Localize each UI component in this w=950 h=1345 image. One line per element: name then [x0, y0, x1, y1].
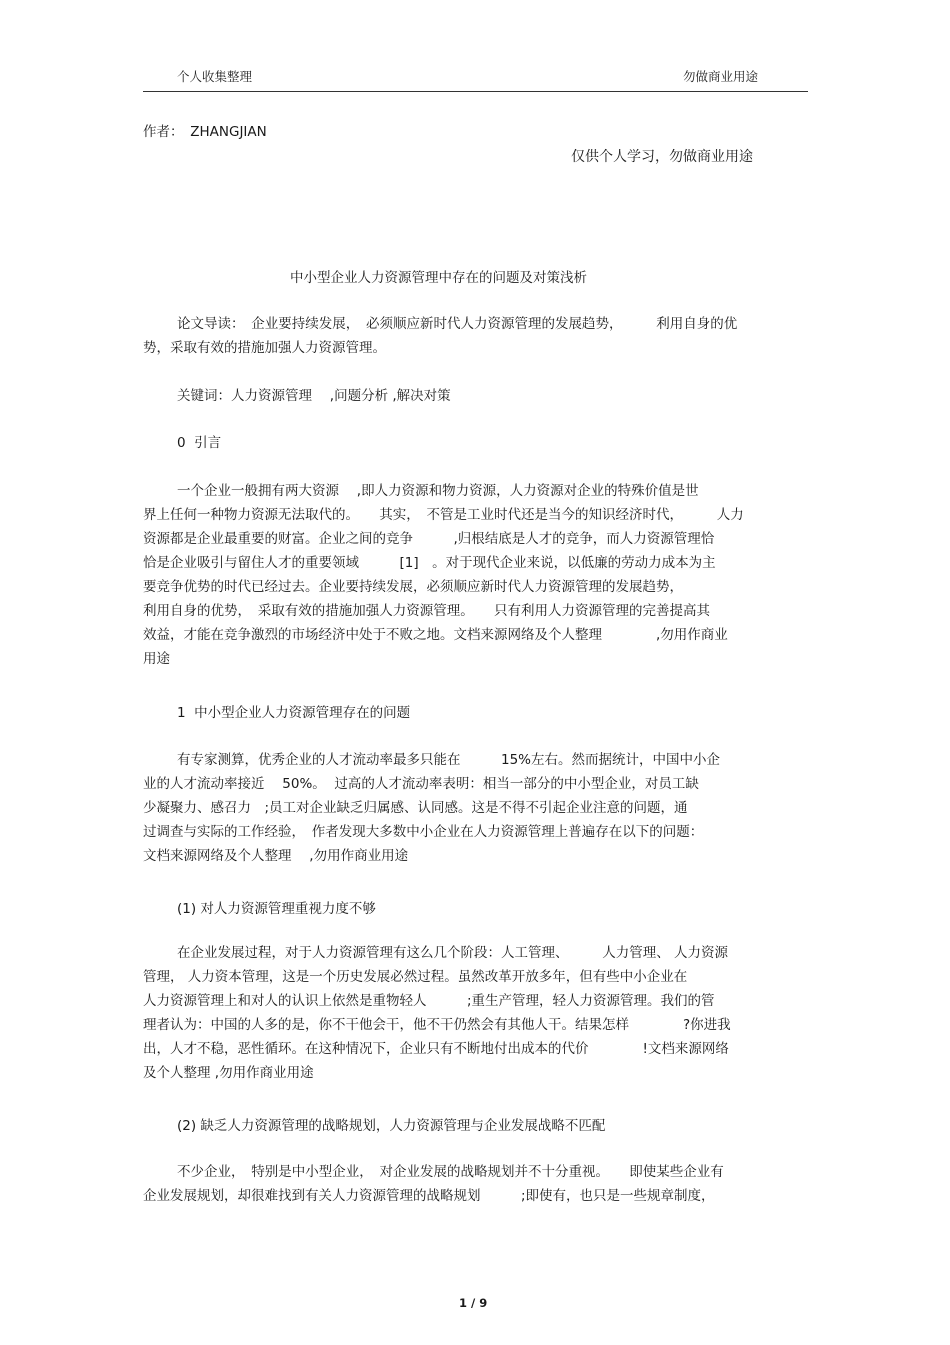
- paragraph-line: 要竞争优势的时代已经过去。企业要持续发展，必须顺应新时代人力资源管理的发展趋势，: [143, 579, 683, 595]
- paragraph-line: 不少企业， 特别是中小型企业， 对企业发展的战略规划并不十分重视。 即使某些企业有: [177, 1164, 724, 1180]
- document-title: 中小型企业人力资源管理中存在的问题及对策浅析: [290, 270, 587, 286]
- paragraph-line: 少凝聚力、感召力 ;员工对企业缺乏归属感、认同感。这是不得不引起企业注意的问题，通: [143, 800, 688, 816]
- keywords: 关键词：人力资源管理 ,问题分析 ,解决对策: [177, 388, 451, 404]
- paragraph-line: 出，人才不稳，恶性循环。在这种情况下，企业只有不断地付出成本的代价 !文档来源网络: [143, 1041, 729, 1057]
- subsection-heading: (1) 对人力资源管理重视力度不够: [177, 901, 376, 917]
- paragraph-line: 一个企业一般拥有两大资源 ,即人力资源和物力资源，人力资源对企业的特殊价值是世: [177, 483, 699, 499]
- paragraph-line: 用途: [143, 651, 170, 667]
- paragraph-line: 在企业发展过程，对于人力资源管理有这么几个阶段：人工管理、 人力管理、 人力资源: [177, 945, 729, 961]
- abstract-line: 势，采取有效的措施加强人力资源管理。: [143, 340, 386, 356]
- paragraph-line: 人力资源管理上和对人的认识上依然是重物轻人 ;重生产管理，轻人力资源管理。我们的管: [143, 993, 715, 1009]
- abstract-line: 论文导读： 企业要持续发展， 必须顺应新时代人力资源管理的发展趋势， 利用自身的优: [177, 316, 738, 332]
- paragraph-line: 过调查与实际的工作经验， 作者发现大多数中小企业在人力资源管理上普遍存在以下的问题：: [143, 824, 704, 840]
- author-line: 作者： ZHANGJIAN: [143, 124, 267, 140]
- header-right: 勿做商业用途: [683, 69, 759, 84]
- paragraph-line: 资源都是企业最重要的财富。企业之间的竞争 ,归根结底是人才的竞争，而人力资源管理恰: [143, 531, 715, 547]
- header-left: 个人收集整理: [177, 69, 253, 84]
- paragraph-line: 有专家测算，优秀企业的人才流动率最多只能在 15%左右。然而据统计，中国中小企: [177, 752, 721, 768]
- paragraph-line: 界上任何一种物力资源无法取代的。 其实， 不管是工业时代还是当今的知识经济时代， 人力: [143, 507, 744, 523]
- paragraph-line: 企业发展规划，却很难找到有关人力资源管理的战略规划 ;即使有，也只是一些规章制度，: [143, 1188, 715, 1204]
- paragraph-line: 管理， 人力资本管理，这是一个历史发展必然过程。虽然改革开放多年，但有些中小企业在: [143, 969, 688, 985]
- paragraph-line: 利用自身的优势， 采取有效的措施加强人力资源管理。 只有利用人力资源管理的完善提高其: [143, 603, 710, 619]
- paragraph-line: 业的人才流动率接近 50%。 过高的人才流动率表明：相当一部分的中小型企业，对员工缺: [143, 776, 699, 792]
- paragraph-line: 及个人整理 ,勿用作商业用途: [143, 1065, 314, 1081]
- paragraph-line: 理者认为：中国的人多的是，你不干他会干，他不干仍然会有其他人干。结果怎样 ?你进我: [143, 1017, 731, 1033]
- paragraph-line: 效益，才能在竞争激烈的市场经济中处于不败之地。文档来源网络及个人整理 ,勿用作商业: [143, 627, 728, 643]
- paragraph-line: 恰是企业吸引与留住人才的重要领域 [1] 。对于现代企业来说，以低廉的劳动力成本为主: [143, 555, 716, 571]
- notice: 仅供个人学习，勿做商业用途: [571, 149, 753, 165]
- header-rule: [143, 91, 808, 92]
- page-number: 1 / 9: [459, 1296, 488, 1310]
- paragraph-line: 文档来源网络及个人整理 ,勿用作商业用途: [143, 848, 409, 864]
- section-heading: 1 中小型企业人力资源管理存在的问题: [177, 705, 411, 721]
- section-heading: 0 引言: [177, 435, 222, 451]
- subsection-heading: (2) 缺乏人力资源管理的战略规划，人力资源管理与企业发展战略不匹配: [177, 1118, 606, 1134]
